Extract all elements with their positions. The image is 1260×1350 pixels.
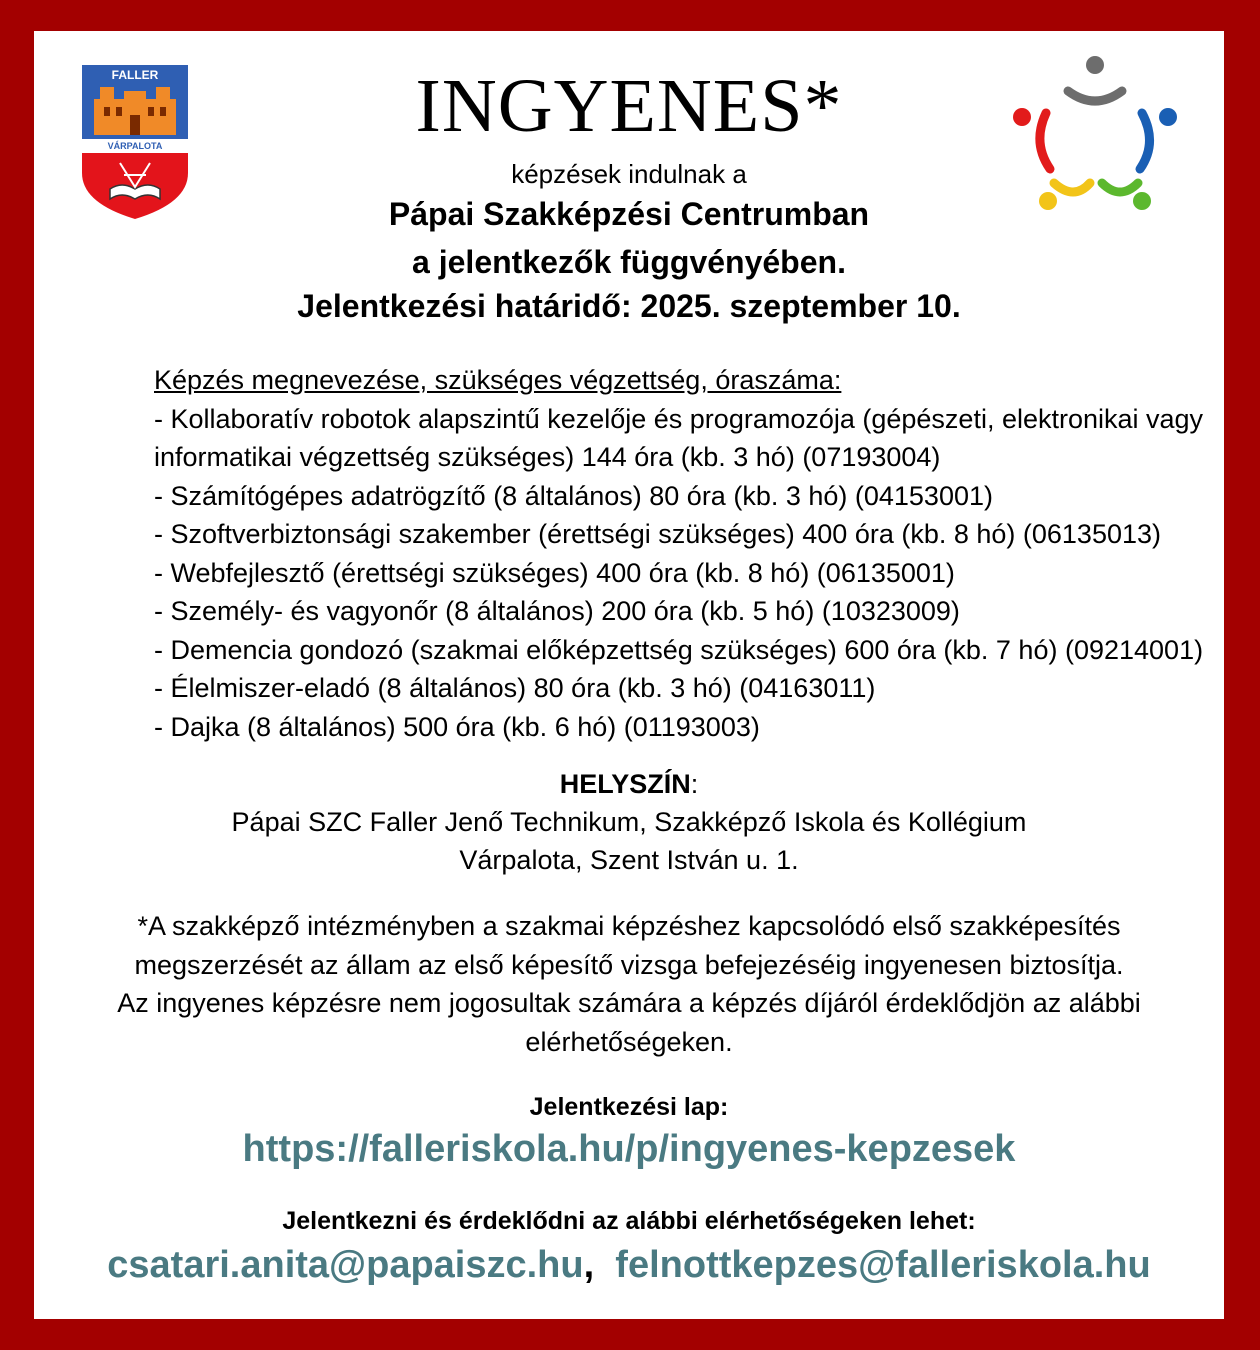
deadline-text: Jelentkezési határidő: 2025. szeptember 10. bbox=[297, 288, 961, 324]
course-item: - Számítógépes adatrögzítő (8 általános) 80 óra (kb. 3 hó) (04153001) bbox=[154, 480, 993, 511]
intro-text: képzések indulnak a bbox=[511, 159, 747, 189]
course-item: - Demencia gondozó (szakmai előképzettség szükséges) 600 óra (kb. 7 hó) (09214001) bbox=[154, 634, 1204, 665]
email-link-2[interactable]: felnottkepzes@falleriskola.hu bbox=[615, 1244, 1151, 1286]
crest-bottom-text: VÁRPALOTA bbox=[107, 141, 163, 151]
contact-emails bbox=[34, 1243, 1224, 1287]
footnote-line: megszerzését az állam az első képesítő vizsga befejezéséig ingyenesen biztosítja. bbox=[134, 949, 1124, 980]
course-item: informatikai végzettség szükséges) 144 óra (kb. 3 hó) (07193004) bbox=[154, 442, 941, 472]
footnote bbox=[34, 907, 1224, 1061]
course-item: - Élelmiszer-eladó (8 általános) 80 óra (kb. 3 hó) (04163011) bbox=[154, 673, 876, 703]
location-block bbox=[34, 765, 1224, 879]
poster-title: INGYENES* bbox=[415, 64, 843, 148]
condition-text: a jelentkezők függvényében. bbox=[412, 244, 846, 280]
course-item: - Webfejlesztő (érettségi szükséges) 400 óra (kb. 8 hó) (06135001) bbox=[154, 557, 955, 588]
center-name: Pápai Szakképzési Centrumban bbox=[388, 196, 870, 232]
footnote-line: elérhetőségeken. bbox=[525, 1026, 733, 1057]
crest-top-text: FALLER bbox=[111, 68, 159, 82]
course-item: - Szoftverbiztonsági szakember (érettségi szükséges) 400 óra (kb. 8 hó) (06135013) bbox=[154, 519, 1162, 549]
email-link-1[interactable]: csatari.anita@papaiszc.hu bbox=[107, 1244, 584, 1286]
application-label: Jelentkezési lap: bbox=[529, 1093, 729, 1121]
email-separator: , bbox=[583, 1244, 595, 1286]
course-item: - Dajka (8 általános) 500 óra (kb. 6 hó) (01193003) bbox=[154, 711, 760, 742]
location-label: HELYSZÍN bbox=[559, 769, 691, 799]
course-list-header: Képzés megnevezése, szükséges végzettség, óraszáma: bbox=[154, 365, 842, 395]
location-colon: : bbox=[690, 769, 699, 799]
contact-label: Jelentkezni és érdeklődni az alábbi elérhetőségeken lehet: bbox=[282, 1207, 976, 1235]
footnote-line: Az ingyenes képzésre nem jogosultak számára a képzés díjáról érdeklődjön az alábbi bbox=[117, 988, 1141, 1018]
course-item: - Személy- és vagyonőr (8 általános) 200 óra (kb. 5 hó) (10323009) bbox=[154, 596, 960, 626]
footnote-line: *A szakképző intézményben a szakmai képzéshez kapcsolódó első szakképesítés bbox=[137, 911, 1121, 941]
location-address: Várpalota, Szent István u. 1. bbox=[459, 845, 799, 875]
application-link[interactable]: https://falleriskola.hu/p/ingyenes-kepzesek bbox=[242, 1128, 1016, 1170]
course-item: - Kollaboratív robotok alapszintű kezelője és programozója (gépészeti, elektronikai vagy bbox=[154, 403, 1204, 434]
location-name: Pápai SZC Faller Jenő Technikum, Szakképző Iskola és Kollégium bbox=[231, 807, 1027, 837]
poster bbox=[34, 31, 1224, 1319]
course-list bbox=[154, 361, 1214, 746]
